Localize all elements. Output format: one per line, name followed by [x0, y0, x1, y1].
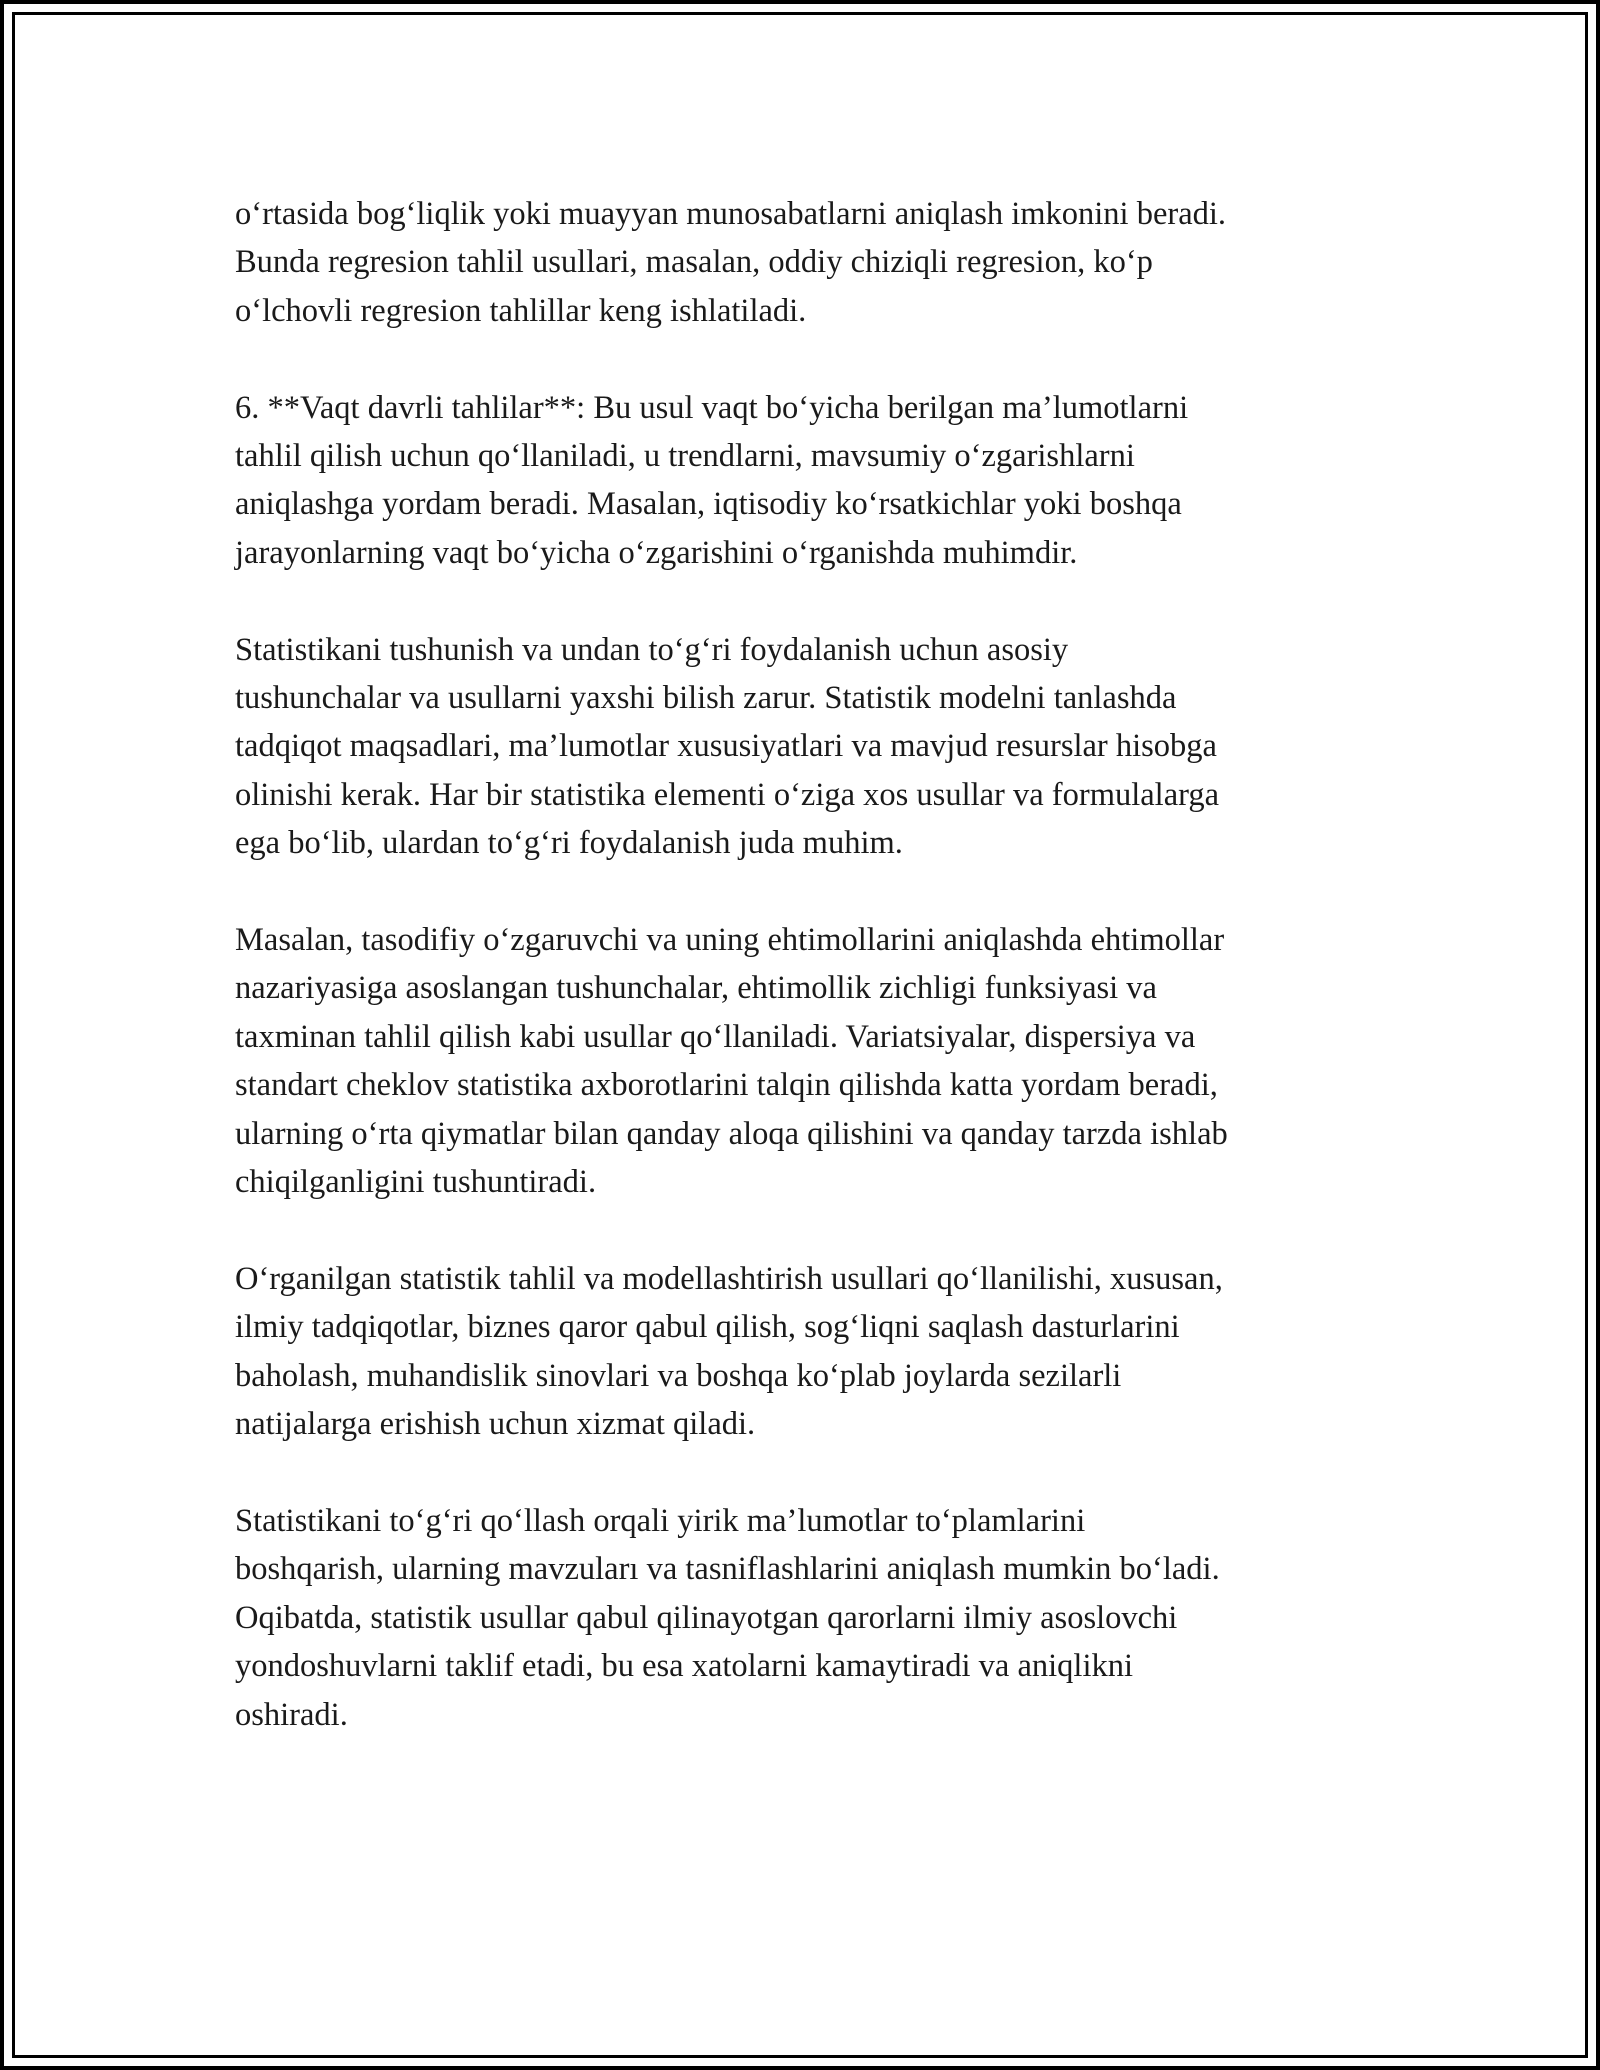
- text-line: boshqarish, ularning mavzuları va tasniflashlarini aniqlash mumkin bo‘ladi.: [235, 1551, 1220, 1588]
- text-line: ega bo‘lib, ulardan to‘g‘ri foydalanish juda muhim.: [235, 825, 903, 862]
- paragraph-understanding-statistics: [235, 626, 1375, 868]
- text-line: baholash, muhandislik sinovlari va boshqa ko‘plab joylarda sezilarli: [235, 1357, 1122, 1394]
- text-line: tahlil qilish uchun qo‘llaniladi, u trendlarni, mavsumiy o‘zgarishlarni: [235, 438, 1135, 475]
- paragraph-time-series: [235, 384, 1375, 578]
- text-line: o‘rtasida bog‘liqlik yoki muayyan munosabatlarni aniqlash imkonini beradi.: [235, 196, 1227, 232]
- text-line: Statistikani tushunish va undan to‘g‘ri foydalanish uchun asosiy: [235, 631, 1069, 668]
- text-line: standart cheklov statistika axborotlarini talqin qilishda katta yordam beradi,: [235, 1067, 1218, 1104]
- text-line: tushunchalar va usullarni yaxshi bilish zarur. Statistik modelni tanlashda: [235, 680, 1177, 717]
- paragraph-probability: [235, 916, 1375, 1206]
- text-line: olinishi kerak. Har bir statistika elementi o‘ziga xos usullar va formulalarga: [235, 776, 1220, 813]
- text-line: natijalarga erishish uchun xizmat qiladi.: [235, 1406, 756, 1443]
- text-line: ilmiy tadqiqotlar, biznes qaror qabul qilish, sog‘liqni saqlash dasturlarini: [235, 1309, 1180, 1346]
- text-line: oshiradi.: [235, 1696, 348, 1733]
- text-line: chiqilganligini tushuntiradi.: [235, 1164, 597, 1201]
- paragraph-applications: [235, 1255, 1375, 1449]
- text-line: nazariyasiga asoslangan tushunchalar, ehtimollik zichligi funksiyasi va: [235, 970, 1157, 1007]
- text-line: aniqlashga yordam beradi. Masalan, iqtisodiy ko‘rsatkichlar yoki boshqa: [235, 486, 1182, 523]
- text-line: Bunda regresion tahlil usullari, masalan, oddiy chiziqli regresion, ko‘p: [235, 244, 1153, 281]
- text-line: 6. **Vaqt davrli tahlilar**: Bu usul vaqt bo‘yicha berilgan ma’lumotlarni: [235, 389, 1189, 426]
- text-line: Statistikani to‘g‘ri qo‘llash orqali yirik ma’lumotlar to‘plamlarini: [235, 1502, 1086, 1539]
- text-line: ularning o‘rta qiymatlar bilan qanday aloqa qilishini va qanday tarzda ishlab: [235, 1115, 1228, 1152]
- text-line: Masalan, tasodifiy o‘zgaruvchi va uning ehtimollarini aniqlashda ehtimollar: [235, 922, 1225, 959]
- text-line: jarayonlarning vaqt bo‘yicha o‘zgarishini o‘rganishda muhimdir.: [235, 534, 1078, 571]
- paragraph-conclusion: [235, 1497, 1375, 1739]
- text-line: Oqibatda, statistik usullar qabul qilinayotgan qarorlarni ilmiy asoslovchi: [235, 1599, 1178, 1636]
- text-line: taxminan tahlil qilish kabi usullar qo‘llaniladi. Variatsiyalar, dispersiya va: [235, 1018, 1196, 1055]
- text-line: tadqiqot maqsadlari, ma’lumotlar xususiyatlari va mavjud resurslar hisobga: [235, 728, 1217, 765]
- document-body: [235, 190, 1375, 1787]
- text-line: yondoshuvlarni taklif etadi, bu esa xatolarni kamaytiradi va aniqlikni: [235, 1648, 1134, 1685]
- paragraph-regression-methods: [235, 190, 1375, 335]
- text-line: o‘lchovli regresion tahlillar keng ishlatiladi.: [235, 292, 807, 329]
- text-line: O‘rganilgan statistik tahlil va modellashtirish usullari qo‘llanilishi, xususan,: [235, 1260, 1223, 1297]
